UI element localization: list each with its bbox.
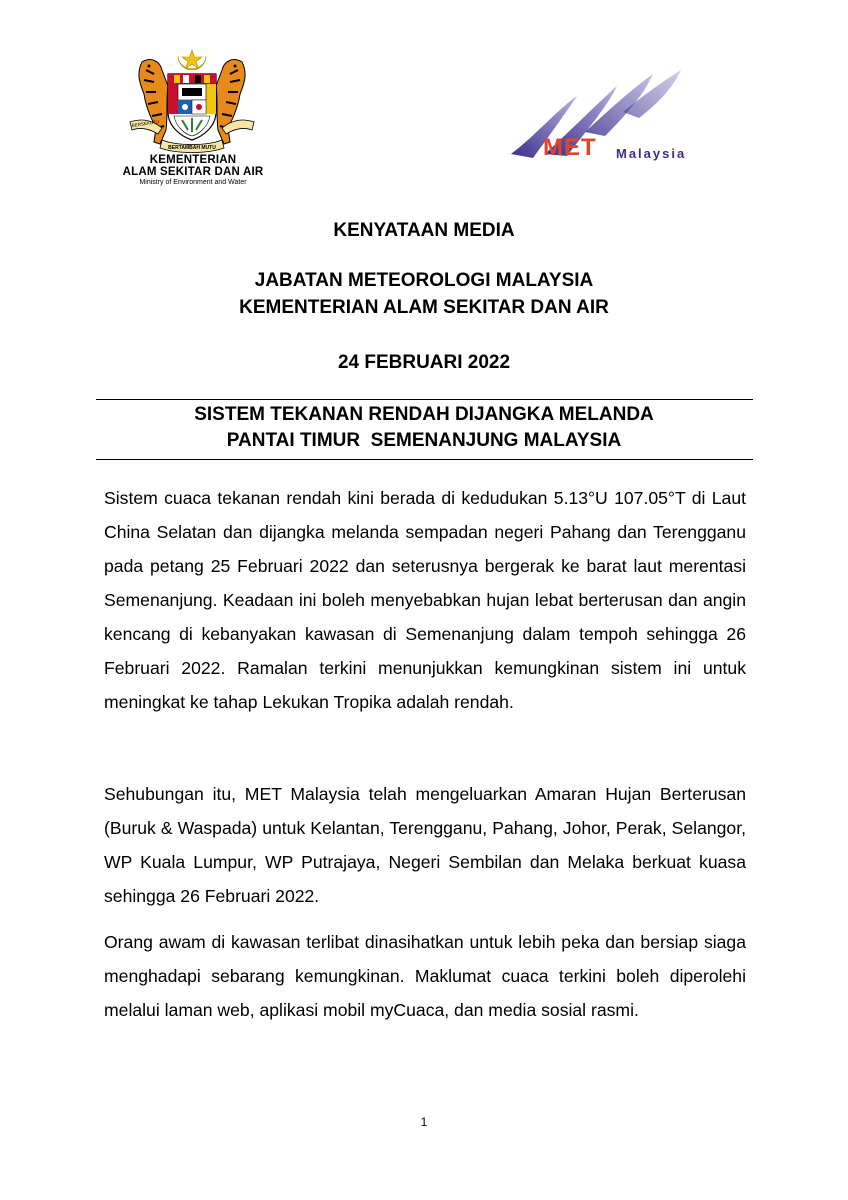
title-divider-top (96, 399, 753, 400)
body-paragraph-3: Orang awam di kawasan terlibat dinasihatkan untuk lebih peka dan bersiap siaga menghadapi sebarang kemungkinan. Maklumat cuaca terkini boleh diperolehi melalui laman web, aplikasi mobil myCuaca, dan media sosial rasmi. (104, 932, 746, 1020)
ministry-heading: KEMENTERIAN ALAM SEKITAR DAN AIR (239, 297, 609, 318)
ministry-logo (108, 48, 278, 186)
body-paragraph-1: Sistem cuaca tekanan rendah kini berada di kedudukan 5.13°U 107.05°T di Laut China Selatan dan dijangka melanda sempadan negeri Pahang dan Terengganu pada petang 25 Februari 2022 dan seterusnya bergerak ke barat laut merentasi Semenanjung. Keadaan ini boleh menyebabkan hujan lebat berterusan dan angin kencang di kebanyakan kawasan di Semenanjung dalam tempoh sehingga 26 Februari 2022. Ramalan terkini menunjukkan kemungkinan sistem ini untuk meningkat ke tahap Lekukan Tropika adalah rendah. (104, 488, 746, 712)
date-heading: 24 FEBRUARI 2022 (337, 352, 511, 373)
crest-motto-right: BERTAMBAH MUTU (168, 145, 216, 151)
crest-motto-left: BERSEKUTU (131, 119, 160, 128)
met-logo-text: MET (543, 134, 597, 161)
ministry-name (108, 154, 278, 187)
met-logo-malaysia: Malaysia (616, 146, 687, 161)
ministry-name-line1: KEMENTERIAN (149, 154, 237, 166)
coat-of-arms-icon (122, 48, 262, 156)
ministry-name-line2: ALAM SEKITAR DAN AIR (122, 166, 264, 178)
met-malaysia-logo (505, 66, 720, 166)
kenyataan-media-heading: KENYATAAN MEDIA (333, 220, 515, 241)
met-swoosh-icon (505, 66, 720, 166)
body-paragraph-2: Sehubungan itu, MET Malaysia telah mengeluarkan Amaran Hujan Berterusan (Buruk & Waspada) untuk Kelantan, Terengganu, Pahang, Johor, Perak, Selangor, WP Kuala Lumpur, WP Putrajaya, Negeri Sembilan dan Melaka berkuat kuasa sehingga 26 Februari 2022. (104, 784, 746, 906)
page-number: 1 (420, 1115, 428, 1129)
title-divider-bottom (96, 459, 753, 460)
title-line-2: PANTAI TIMUR SEMENANJUNG MALAYSIA (226, 430, 622, 451)
department-heading: JABATAN METEOROLOGI MALAYSIA (254, 270, 594, 291)
ministry-name-english: Ministry of Environment and Water (139, 179, 247, 186)
title-line-1: SISTEM TEKANAN RENDAH DIJANGKA MELANDA (194, 404, 654, 425)
